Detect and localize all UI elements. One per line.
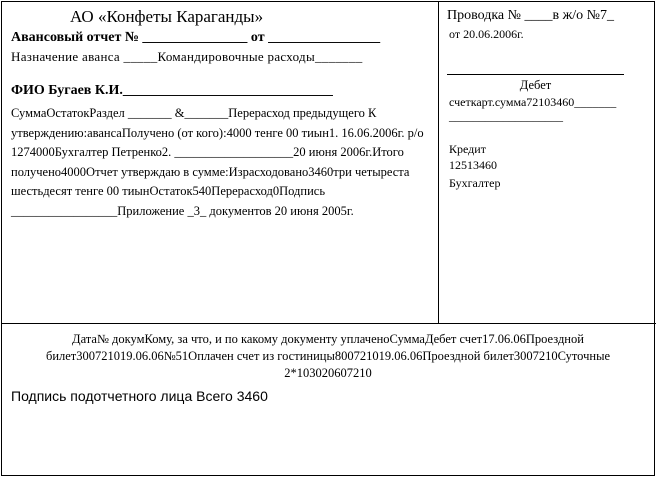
- credit-account: 12513460: [449, 158, 497, 172]
- section-divider: [1, 323, 656, 324]
- document-frame: [1, 1, 655, 476]
- accountant-label: Бухгалтер: [449, 176, 501, 190]
- posting-number-line: Проводка № ____в ж/о №7_: [447, 8, 615, 23]
- credit-label: Кредит: [449, 142, 486, 156]
- report-number-line: Авансовый отчет № _______________ от ________________: [11, 30, 381, 45]
- advance-purpose-line: Назначение аванса _____Командировочные расходы_______: [11, 49, 363, 64]
- debet-account-line: счеткарт.сумма72103460_______: [449, 95, 617, 109]
- expense-table-paragraph: Дата№ докумКому, за что, и по какому документу уплаченоСуммаДебет счет17.06.06Проездной билет300721019.06.06№51Оплачен счет из гостиницы800721019.06.06Проездной билет3007210Суточные 2*103020607210: [45, 332, 611, 380]
- column-divider: [438, 1, 439, 324]
- posting-date-line: от 20.06.2006г.: [449, 27, 524, 41]
- debet-label: Дебет: [519, 78, 552, 92]
- report-details-paragraph: СуммаОстатокРаздел _______ &_______Перерасход предыдущего К утверждению:авансаПолучено (от кого):4000 тенге 00 тиын1. 16.06.2006г. р/о 1274000Бухгалтер Петренко2. ___________________20 июня 2006г.Итого получено4000Отчет утверждаю в сумме:Израсходовано3460три четыреста шестьдесят тенге 00 тиынОстаток540Перерасход0Подпись _________________Приложение _3_ документов 20 июня 2005г.: [11, 106, 424, 218]
- signature-total-line: Подпись подотчетного лица Всего 3460: [11, 388, 268, 404]
- debet-separator: [447, 74, 624, 75]
- company-title: АО «Конфеты Караганды»: [70, 7, 264, 26]
- fio-line: ФИО Бугаев К.И.______________________________: [11, 83, 333, 98]
- debet-underline: ___________________: [449, 109, 563, 123]
